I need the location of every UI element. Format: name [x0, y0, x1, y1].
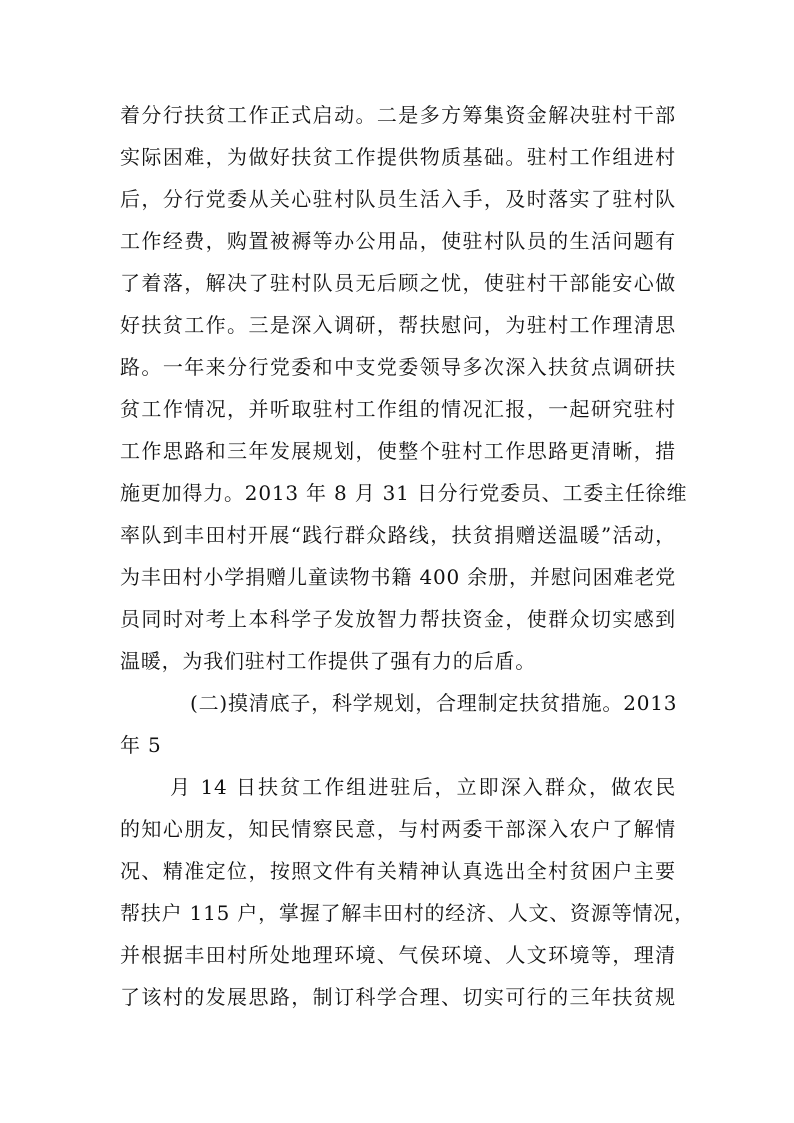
body-text-line: 路。一年来分行党委和中支党委领导多次深入扶贫点调研扶 [120, 355, 676, 379]
body-text-line: 后，分行党委从关心驻村队员生活入手，及时落实了驻村队 [120, 187, 676, 211]
body-text-line: 着分行扶贫工作正式启动。二是多方筹集资金解决驻村干部 [120, 103, 676, 127]
body-text-line: 并根据丰田村所处地理环境、气侯环境、人文环境等，理清 [120, 943, 676, 967]
body-text-line: 温暖，为我们驻村工作提供了强有力的后盾。 [120, 649, 536, 673]
body-text-line: 率队到丰田村开展“践行群众路线，扶贫捐赠送温暖”活动， [120, 523, 676, 547]
body-text-line: 了着落，解决了驻村队员无后顾之忧，使驻村干部能安心做 [120, 271, 676, 295]
body-text-line: 好扶贫工作。三是深入调研，帮扶慰问，为驻村工作理清思 [120, 313, 676, 337]
body-text-line: 了该村的发展思路，制订科学合理、切实可行的三年扶贫规 [120, 985, 676, 1009]
body-text-line: 施更加得力。2013 年 8 月 31 日分行党委员、工委主任徐维 [120, 481, 688, 505]
body-text-line: 工作思路和三年发展规划，使整个驻村工作思路更清晰，措 [120, 439, 676, 463]
body-text-line: 况、精准定位，按照文件有关精神认真选出全村贫困户主要 [120, 859, 676, 883]
body-text-line: 的知心朋友，知民情察民意，与村两委干部深入农户了解情 [120, 817, 676, 841]
section-heading-line: (二)摸清底子，科学规划，合理制定扶贫措施。2013 [190, 691, 678, 715]
body-text-line: 帮扶户 115 户，掌握了解丰田村的经济、人文、资源等情况， [120, 901, 695, 925]
body-text-line: 年 5 [120, 733, 162, 757]
body-text-line: 月 14 日扶贫工作组进驻后，立即深入群众，做农民 [170, 775, 676, 799]
body-text-line: 贫工作情况，并听取驻村工作组的情况汇报，一起研究驻村 [120, 397, 676, 421]
body-text-line: 员同时对考上本科学子发放智力帮扶资金，使群众切实感到 [120, 607, 676, 631]
body-text-line: 工作经费，购置被褥等办公用品，使驻村队员的生活问题有 [120, 229, 676, 253]
body-text-line: 为丰田村小学捐赠儿童读物书籍 400 余册，并慰问困难老党 [120, 565, 676, 589]
body-text-line: 实际困难，为做好扶贫工作提供物质基础。驻村工作组进村 [120, 145, 676, 169]
